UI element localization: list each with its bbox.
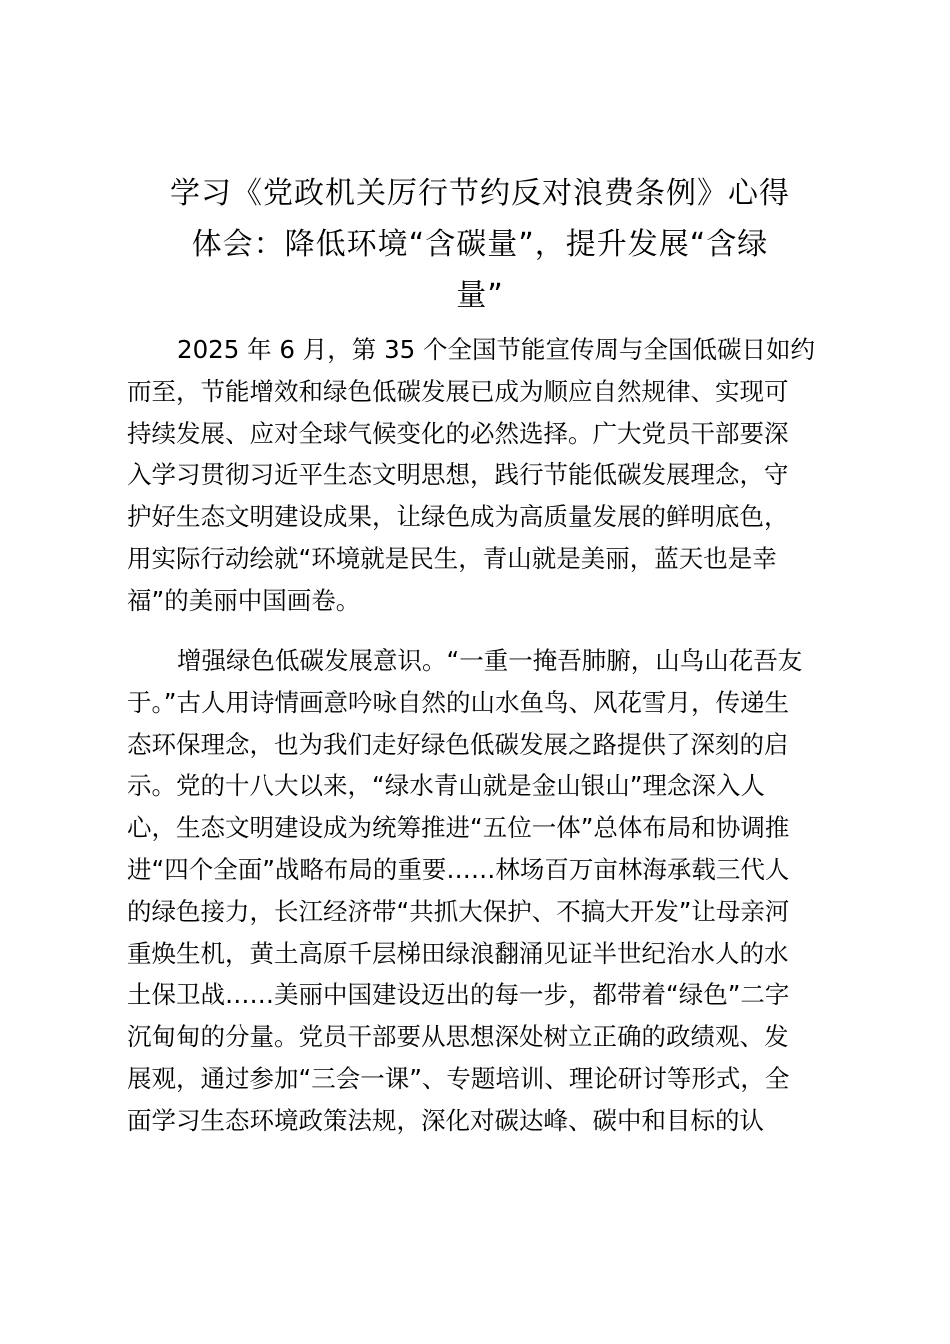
paragraph-line: 进“四个全面”战略布局的重要……林场百万亩林海承载三代人 — [127, 854, 790, 884]
paragraph-line: 于。”古人用诗情画意吟咏自然的山水鱼鸟、风花雪月，传递生 — [127, 687, 789, 717]
paragraph-line: 示。党的十八大以来，“绿水青山就是金山银山”理念深入人 — [127, 771, 765, 801]
paragraph-line: 心，生态文明建设成为统筹推进“五位一体”总体布局和协调推 — [127, 813, 790, 843]
paragraph-line: 面学习生态环境政策法规，深化对碳达峰、碳中和目标的认 — [127, 1105, 764, 1135]
paragraph-line: 态环保理念，也为我们走好绿色低碳发展之路提供了深刻的启 — [127, 729, 789, 759]
paragraph-line: 土保卫战……美丽中国建设迈出的每一步，都带着“绿色”二字 — [127, 980, 790, 1010]
paragraph-line: 展观，通过参加“三会一课”、专题培训、理论研讨等形式，全 — [127, 1063, 790, 1093]
document-title — [125, 168, 835, 321]
paragraph-line: 2025 年 6 月，第 35 个全国节能宣传周与全国低碳日如约 — [177, 335, 816, 364]
title-line: 学习《党政机关厉行节约反对浪费条例》心得 — [170, 176, 790, 211]
paragraph-line: 增强绿色低碳发展意识。“一重一掩吾肺腑，山鸟山花吾友 — [177, 646, 803, 675]
paragraph-line: 入学习贯彻习近平生态文明思想，践行节能低碳发展理念，守 — [127, 460, 789, 490]
paragraph-1 — [127, 329, 837, 622]
title-line: 体会：降低环境“含碳量”，提升发展“含绿 — [191, 227, 769, 262]
paragraph-line: 重焕生机，黄土高原千层梯田绿浪翻涌见证半世纪治水人的水 — [127, 938, 789, 968]
paragraph-line: 的绿色接力，长江经济带“共抓大保护、不搞大开发”让母亲河 — [127, 896, 790, 926]
paragraph-line: 而至，节能增效和绿色低碳发展已成为顺应自然规律、实现可 — [127, 376, 789, 406]
paragraph-line: 沉甸甸的分量。党员干部要从思想深处树立正确的政绩观、发 — [127, 1022, 789, 1052]
paragraph-line: 持续发展、应对全球气候变化的必然选择。广大党员干部要深 — [127, 418, 789, 448]
paragraph-line: 护好生态文明建设成果，让绿色成为高质量发展的鲜明底色， — [127, 502, 789, 532]
title-line: 量” — [456, 278, 504, 313]
paragraph-2 — [127, 640, 837, 1142]
paragraph-line: 福”的美丽中国画卷。 — [127, 585, 361, 615]
paragraph-line: 用实际行动绘就“环境就是民生，青山就是美丽，蓝天也是幸 — [127, 543, 777, 573]
